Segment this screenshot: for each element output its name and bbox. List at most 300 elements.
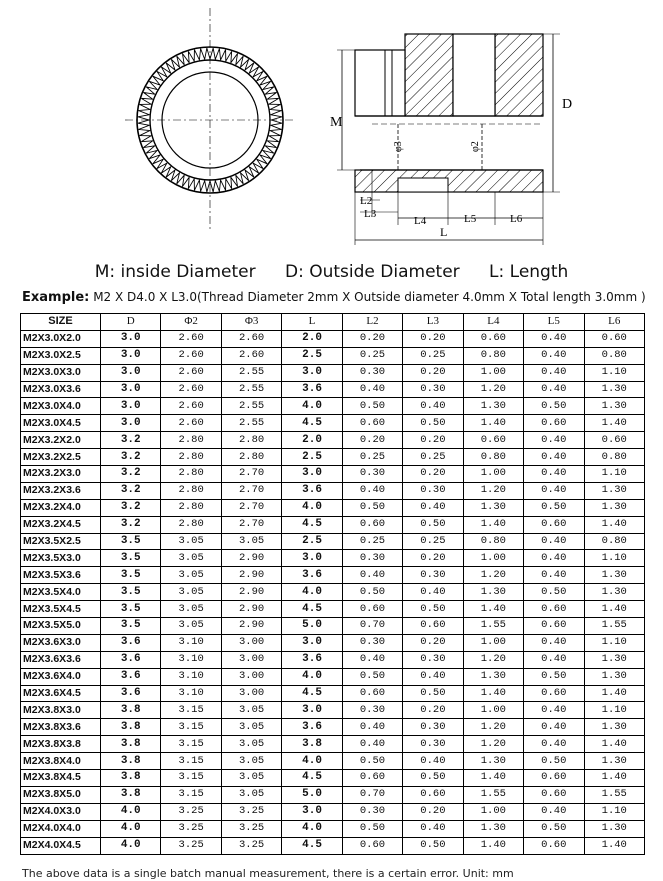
cell-l2: 0.30	[342, 364, 402, 381]
cell-l5: 0.40	[524, 550, 584, 567]
cell-phi2: 3.15	[161, 753, 221, 770]
cell-l2: 0.70	[342, 786, 402, 803]
cell-l6: 1.40	[584, 736, 645, 753]
cell-size: M2X4.0X3.0	[21, 803, 101, 820]
cell-l4: 1.30	[463, 668, 523, 685]
cell-phi2: 3.25	[161, 820, 221, 837]
example-line	[22, 290, 646, 305]
cell-size: M2X3.5X4.5	[21, 601, 101, 618]
cell-d: 3.0	[101, 381, 161, 398]
cell-size: M2X3.8X4.0	[21, 753, 101, 770]
table-row	[21, 719, 645, 736]
cell-l2: 0.30	[342, 702, 402, 719]
cell-l5: 0.60	[524, 618, 584, 635]
cell-l3: 0.40	[403, 584, 463, 601]
table-row	[21, 770, 645, 787]
cell-l3: 0.20	[403, 330, 463, 347]
cell-l: 3.6	[282, 651, 342, 668]
label-l3: L3	[364, 208, 377, 220]
cell-l4: 1.20	[463, 482, 523, 499]
cell-phi2: 3.15	[161, 786, 221, 803]
label-phi3: φ3	[393, 141, 404, 152]
cell-phi3: 3.25	[221, 837, 281, 854]
col-l4: L4	[463, 314, 523, 331]
cell-phi2: 2.80	[161, 516, 221, 533]
label-d: D	[562, 97, 573, 112]
cell-phi2: 2.80	[161, 466, 221, 483]
cell-l4: 1.55	[463, 618, 523, 635]
cell-l2: 0.60	[342, 516, 402, 533]
col-phi3: Φ3	[221, 314, 281, 331]
cell-size: M2X3.0X3.6	[21, 381, 101, 398]
cell-size: M2X3.8X4.5	[21, 770, 101, 787]
cell-d: 3.5	[101, 584, 161, 601]
cell-l6: 0.80	[584, 347, 645, 364]
cell-l5: 0.50	[524, 499, 584, 516]
cell-phi2: 2.80	[161, 499, 221, 516]
cell-l3: 0.50	[403, 516, 463, 533]
cell-l5: 0.50	[524, 584, 584, 601]
cell-l: 3.6	[282, 567, 342, 584]
cell-l2: 0.40	[342, 719, 402, 736]
label-l4: L4	[414, 215, 427, 227]
cell-l6: 0.80	[584, 449, 645, 466]
cell-phi2: 2.80	[161, 482, 221, 499]
cell-phi2: 2.80	[161, 449, 221, 466]
table-row	[21, 482, 645, 499]
cell-phi2: 2.80	[161, 432, 221, 449]
cell-l4: 1.30	[463, 753, 523, 770]
col-phi2: Φ2	[161, 314, 221, 331]
cell-l3: 0.20	[403, 550, 463, 567]
cell-l5: 0.60	[524, 516, 584, 533]
cell-d: 3.2	[101, 449, 161, 466]
cell-l3: 0.40	[403, 820, 463, 837]
cell-size: M2X3.6X4.0	[21, 668, 101, 685]
cell-l6: 1.10	[584, 466, 645, 483]
cell-l3: 0.30	[403, 736, 463, 753]
cell-phi2: 3.10	[161, 685, 221, 702]
cell-l3: 0.60	[403, 618, 463, 635]
cell-phi2: 3.15	[161, 770, 221, 787]
cell-l: 4.0	[282, 820, 342, 837]
cell-phi3: 2.70	[221, 516, 281, 533]
cell-l5: 0.40	[524, 432, 584, 449]
cell-d: 3.0	[101, 415, 161, 432]
cell-l5: 0.40	[524, 330, 584, 347]
table-row	[21, 685, 645, 702]
label-l2: L2	[360, 195, 373, 207]
cell-l3: 0.25	[403, 347, 463, 364]
cell-phi2: 3.05	[161, 584, 221, 601]
table-row	[21, 601, 645, 618]
cell-l3: 0.25	[403, 533, 463, 550]
cell-l: 3.0	[282, 702, 342, 719]
cell-phi2: 3.05	[161, 618, 221, 635]
footer-note: The above data is a single batch manual measurement, there is a certain error. Unit: mm	[22, 867, 514, 880]
cell-l2: 0.60	[342, 770, 402, 787]
cell-size: M2X3.2X3.0	[21, 466, 101, 483]
cell-l2: 0.25	[342, 533, 402, 550]
cell-l5: 0.60	[524, 601, 584, 618]
cell-l2: 0.50	[342, 668, 402, 685]
cell-phi3: 3.05	[221, 786, 281, 803]
cell-l4: 0.60	[463, 432, 523, 449]
cell-l4: 1.00	[463, 364, 523, 381]
cell-l3: 0.20	[403, 634, 463, 651]
cell-l5: 0.40	[524, 651, 584, 668]
table-row	[21, 432, 645, 449]
table-row	[21, 550, 645, 567]
cell-l4: 1.30	[463, 584, 523, 601]
col-l5: L5	[524, 314, 584, 331]
cell-l: 3.0	[282, 550, 342, 567]
cell-phi2: 2.60	[161, 364, 221, 381]
cell-l2: 0.50	[342, 499, 402, 516]
cell-size: M2X3.5X5.0	[21, 618, 101, 635]
cell-l6: 1.30	[584, 668, 645, 685]
cell-l: 3.0	[282, 803, 342, 820]
cell-l6: 1.30	[584, 651, 645, 668]
cell-l2: 0.40	[342, 651, 402, 668]
cell-l5: 0.50	[524, 753, 584, 770]
cell-l: 4.0	[282, 398, 342, 415]
cell-l4: 1.40	[463, 601, 523, 618]
table-row	[21, 668, 645, 685]
cell-l5: 0.60	[524, 685, 584, 702]
cell-d: 3.6	[101, 668, 161, 685]
cell-phi3: 3.05	[221, 719, 281, 736]
cell-l5: 0.40	[524, 364, 584, 381]
cell-l4: 1.00	[463, 634, 523, 651]
cell-l3: 0.50	[403, 415, 463, 432]
cell-phi3: 2.55	[221, 415, 281, 432]
cell-phi3: 3.05	[221, 770, 281, 787]
cell-phi2: 2.60	[161, 381, 221, 398]
cell-l: 4.0	[282, 584, 342, 601]
cell-l4: 1.30	[463, 820, 523, 837]
table-row	[21, 499, 645, 516]
cell-l2: 0.50	[342, 584, 402, 601]
cell-phi2: 3.10	[161, 668, 221, 685]
col-l2: L2	[342, 314, 402, 331]
cell-l2: 0.60	[342, 685, 402, 702]
cell-l4: 0.60	[463, 330, 523, 347]
cell-d: 3.2	[101, 482, 161, 499]
cell-l2: 0.25	[342, 449, 402, 466]
cell-phi2: 3.25	[161, 837, 221, 854]
cell-l6: 1.55	[584, 618, 645, 635]
cell-size: M2X3.8X3.0	[21, 702, 101, 719]
cell-l3: 0.40	[403, 753, 463, 770]
col-l3: L3	[403, 314, 463, 331]
cell-l5: 0.40	[524, 719, 584, 736]
example-label: Example:	[22, 290, 90, 305]
cell-l3: 0.25	[403, 449, 463, 466]
table-row	[21, 837, 645, 854]
cell-l: 4.5	[282, 770, 342, 787]
cell-size: M2X3.0X3.0	[21, 364, 101, 381]
cell-l: 4.5	[282, 837, 342, 854]
cell-l5: 0.40	[524, 702, 584, 719]
cell-l2: 0.40	[342, 482, 402, 499]
cell-l4: 1.20	[463, 736, 523, 753]
cell-d: 3.2	[101, 499, 161, 516]
cell-phi3: 2.90	[221, 618, 281, 635]
cell-l5: 0.40	[524, 567, 584, 584]
label-m: M	[330, 115, 343, 130]
cell-d: 3.5	[101, 533, 161, 550]
cell-l6: 1.30	[584, 499, 645, 516]
cell-size: M2X3.0X2.0	[21, 330, 101, 347]
cell-l6: 1.10	[584, 702, 645, 719]
cell-l2: 0.20	[342, 330, 402, 347]
cell-d: 3.5	[101, 550, 161, 567]
table-row	[21, 702, 645, 719]
cell-l4: 1.20	[463, 381, 523, 398]
label-phi2: φ2	[470, 141, 481, 152]
cell-phi3: 2.55	[221, 381, 281, 398]
cell-size: M2X3.6X3.0	[21, 634, 101, 651]
cell-l4: 0.80	[463, 449, 523, 466]
table-row	[21, 584, 645, 601]
table-row	[21, 516, 645, 533]
cell-l3: 0.30	[403, 381, 463, 398]
example-text: M2 X D4.0 X L3.0(Thread Diameter 2mm X Outside diameter 4.0mm X Total length 3.0mm )	[93, 290, 646, 304]
label-l6: L6	[510, 213, 523, 225]
table-row	[21, 347, 645, 364]
cell-d: 3.8	[101, 770, 161, 787]
cell-l4: 1.30	[463, 398, 523, 415]
table-row	[21, 330, 645, 347]
cell-l6: 1.55	[584, 786, 645, 803]
cell-phi3: 2.70	[221, 499, 281, 516]
legend-l: L: Length	[489, 262, 569, 282]
cell-l5: 0.50	[524, 668, 584, 685]
cell-l6: 1.30	[584, 820, 645, 837]
cell-size: M2X3.0X4.5	[21, 415, 101, 432]
cell-l: 2.5	[282, 449, 342, 466]
cell-phi3: 2.90	[221, 550, 281, 567]
cell-phi3: 3.05	[221, 533, 281, 550]
table-row	[21, 415, 645, 432]
cell-l4: 1.40	[463, 516, 523, 533]
cell-l: 4.0	[282, 668, 342, 685]
cell-d: 3.5	[101, 601, 161, 618]
cell-l2: 0.60	[342, 415, 402, 432]
cell-l6: 1.30	[584, 381, 645, 398]
cell-l5: 0.40	[524, 634, 584, 651]
cell-phi2: 3.15	[161, 719, 221, 736]
cell-l6: 1.30	[584, 753, 645, 770]
cell-l: 2.5	[282, 347, 342, 364]
cell-d: 3.0	[101, 330, 161, 347]
table-row	[21, 786, 645, 803]
cell-l: 4.5	[282, 685, 342, 702]
cell-l6: 1.10	[584, 634, 645, 651]
cell-d: 3.0	[101, 364, 161, 381]
cell-l3: 0.40	[403, 668, 463, 685]
cell-l5: 0.50	[524, 820, 584, 837]
cell-d: 4.0	[101, 837, 161, 854]
cell-l5: 0.60	[524, 837, 584, 854]
cell-l3: 0.30	[403, 719, 463, 736]
cell-l2: 0.50	[342, 820, 402, 837]
cell-l4: 1.20	[463, 651, 523, 668]
table-row	[21, 736, 645, 753]
cell-l6: 1.40	[584, 516, 645, 533]
cell-phi3: 2.70	[221, 466, 281, 483]
cell-d: 3.8	[101, 736, 161, 753]
cell-l6: 1.30	[584, 482, 645, 499]
cell-d: 3.8	[101, 786, 161, 803]
cell-l: 4.5	[282, 601, 342, 618]
cell-phi3: 2.80	[221, 432, 281, 449]
cell-size: M2X3.5X2.5	[21, 533, 101, 550]
cell-l6: 1.10	[584, 803, 645, 820]
cell-phi3: 2.55	[221, 364, 281, 381]
cell-l4: 1.00	[463, 803, 523, 820]
col-l6: L6	[584, 314, 645, 331]
cell-l5: 0.40	[524, 803, 584, 820]
cell-size: M2X3.2X4.0	[21, 499, 101, 516]
cell-l: 4.0	[282, 753, 342, 770]
cell-l2: 0.50	[342, 398, 402, 415]
table-row	[21, 364, 645, 381]
cell-phi3: 2.60	[221, 347, 281, 364]
cell-l2: 0.30	[342, 634, 402, 651]
legend-d: D: Outside Diameter	[285, 262, 460, 282]
cell-phi3: 2.60	[221, 330, 281, 347]
cell-l4: 1.20	[463, 719, 523, 736]
cell-phi3: 2.90	[221, 584, 281, 601]
cell-phi3: 3.00	[221, 651, 281, 668]
cell-l6: 1.30	[584, 398, 645, 415]
cell-l3: 0.50	[403, 685, 463, 702]
cell-size: M2X3.6X3.6	[21, 651, 101, 668]
cell-phi3: 3.00	[221, 668, 281, 685]
label-l5: L5	[464, 213, 477, 225]
cell-phi2: 3.10	[161, 651, 221, 668]
table-row	[21, 651, 645, 668]
cell-d: 3.2	[101, 516, 161, 533]
cell-l6: 1.40	[584, 415, 645, 432]
cell-l: 2.5	[282, 533, 342, 550]
cell-l: 3.6	[282, 482, 342, 499]
cell-size: M2X3.2X2.0	[21, 432, 101, 449]
cell-l: 3.6	[282, 719, 342, 736]
cell-l4: 1.55	[463, 786, 523, 803]
cell-l2: 0.60	[342, 601, 402, 618]
cell-phi3: 2.90	[221, 567, 281, 584]
cell-l5: 0.60	[524, 415, 584, 432]
cell-l5: 0.40	[524, 482, 584, 499]
cell-l4: 1.20	[463, 567, 523, 584]
cell-l2: 0.60	[342, 837, 402, 854]
cell-l: 3.0	[282, 364, 342, 381]
cell-phi3: 2.55	[221, 398, 281, 415]
cell-l4: 1.00	[463, 466, 523, 483]
col-size: SIZE	[21, 314, 101, 331]
cell-d: 3.8	[101, 719, 161, 736]
cell-d: 3.6	[101, 634, 161, 651]
cell-size: M2X3.2X3.6	[21, 482, 101, 499]
cell-l: 4.5	[282, 516, 342, 533]
cell-d: 3.0	[101, 347, 161, 364]
cell-l5: 0.40	[524, 347, 584, 364]
cell-l3: 0.40	[403, 398, 463, 415]
cell-size: M2X3.5X3.0	[21, 550, 101, 567]
cell-l6: 1.30	[584, 567, 645, 584]
cell-l: 3.8	[282, 736, 342, 753]
cell-l5: 0.40	[524, 466, 584, 483]
table-row	[21, 567, 645, 584]
cell-size: M2X3.8X3.6	[21, 719, 101, 736]
cell-l6: 0.60	[584, 330, 645, 347]
cell-phi2: 3.25	[161, 803, 221, 820]
cell-size: M2X3.0X4.0	[21, 398, 101, 415]
col-l: L	[282, 314, 342, 331]
cell-l: 5.0	[282, 618, 342, 635]
cell-l: 2.0	[282, 330, 342, 347]
cell-l5: 0.50	[524, 398, 584, 415]
cell-l3: 0.20	[403, 432, 463, 449]
label-l: L	[440, 225, 448, 239]
cell-l2: 0.20	[342, 432, 402, 449]
cell-l2: 0.40	[342, 736, 402, 753]
cell-l5: 0.40	[524, 449, 584, 466]
cell-l4: 1.40	[463, 770, 523, 787]
top-view	[125, 8, 296, 230]
table-row	[21, 466, 645, 483]
cell-phi3: 2.70	[221, 482, 281, 499]
table-row	[21, 381, 645, 398]
cell-l2: 0.30	[342, 550, 402, 567]
cell-l5: 0.40	[524, 533, 584, 550]
cell-l6: 1.30	[584, 584, 645, 601]
cell-l5: 0.40	[524, 736, 584, 753]
cell-phi3: 3.25	[221, 820, 281, 837]
cell-phi2: 3.15	[161, 702, 221, 719]
cell-phi3: 3.05	[221, 702, 281, 719]
cell-l2: 0.40	[342, 567, 402, 584]
cell-l: 4.5	[282, 415, 342, 432]
cell-d: 3.2	[101, 432, 161, 449]
cell-l6: 1.40	[584, 837, 645, 854]
cell-phi3: 2.80	[221, 449, 281, 466]
cell-l: 2.0	[282, 432, 342, 449]
cell-size: M2X3.8X5.0	[21, 786, 101, 803]
col-d: D	[101, 314, 161, 331]
cell-l4: 0.80	[463, 347, 523, 364]
table-row	[21, 533, 645, 550]
cell-l2: 0.30	[342, 803, 402, 820]
cell-size: M2X3.2X2.5	[21, 449, 101, 466]
cell-l3: 0.20	[403, 466, 463, 483]
cell-size: M2X3.6X4.5	[21, 685, 101, 702]
cell-l4: 1.40	[463, 685, 523, 702]
cell-l3: 0.60	[403, 786, 463, 803]
cell-l4: 1.00	[463, 550, 523, 567]
cell-phi2: 3.05	[161, 533, 221, 550]
cell-phi2: 3.05	[161, 601, 221, 618]
cell-l2: 0.70	[342, 618, 402, 635]
cell-l3: 0.50	[403, 837, 463, 854]
cell-l4: 0.80	[463, 533, 523, 550]
cell-phi2: 3.15	[161, 736, 221, 753]
cell-l3: 0.40	[403, 499, 463, 516]
cell-l6: 1.10	[584, 550, 645, 567]
